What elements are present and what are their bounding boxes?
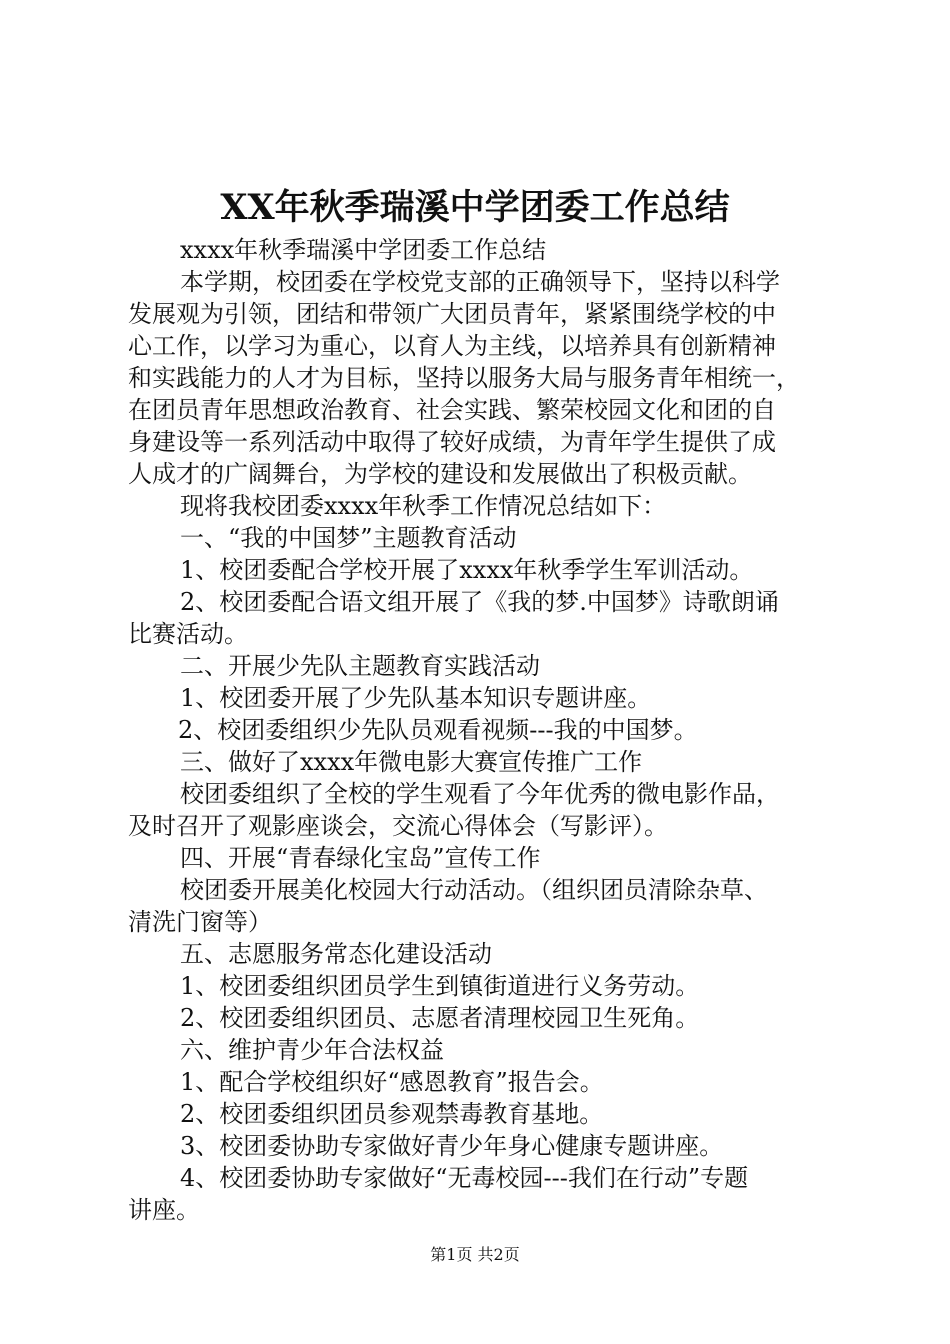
paragraph-line: 人成才的广阔舞台，为学校的建设和发展做出了积极贡献。 — [128, 460, 752, 488]
paragraph-line: 及时召开了观影座谈会，交流心得体会（写影评）。 — [128, 812, 668, 840]
section-heading: 三、做好了xxxx年微电影大赛宣传推广工作 — [180, 748, 643, 776]
paragraph-line: 本学期，校团委在学校党支部的正确领导下，坚持以科学 — [180, 268, 780, 296]
subtitle-line: xxxx年秋季瑞溪中学团委工作总结 — [180, 236, 547, 264]
paragraph-line: 校团委开展美化校园大行动活动。（组织团员清除杂草、 — [180, 876, 768, 904]
paragraph-line: 和实践能力的人才为目标，坚持以服务大局与服务青年相统一， — [128, 364, 800, 392]
list-item: 比赛活动。 — [128, 620, 248, 648]
list-item: 3、校团委协助专家做好青少年身心健康专题讲座。 — [180, 1132, 724, 1160]
list-item: 1、校团委开展了少先队基本知识专题讲座。 — [180, 684, 652, 712]
list-item: 1、校团委组织团员学生到镇街道进行义务劳动。 — [180, 972, 700, 1000]
paragraph-line: 发展观为引领，团结和带领广大团员青年，紧紧围绕学校的中 — [128, 300, 776, 328]
paragraph-line: 在团员青年思想政治教育、社会实践、繁荣校园文化和团的自 — [128, 396, 776, 424]
list-item: 2、校团委组织团员、志愿者清理校园卫生死角。 — [180, 1004, 700, 1032]
list-item: 讲座。 — [128, 1196, 200, 1224]
section-heading: 四、开展“青春绿化宝岛”宣传工作 — [180, 844, 541, 872]
page-indicator: 第1页 共2页 — [430, 1245, 520, 1264]
list-item: 2、校团委配合语文组开展了《我的梦.中国梦》诗歌朗诵 — [180, 588, 779, 616]
section-heading: 一、“我的中国梦”主题教育活动 — [180, 524, 517, 552]
paragraph-line: 校团委组织了全校的学生观看了今年优秀的微电影作品， — [180, 780, 780, 808]
document-body — [128, 234, 834, 1226]
list-item: 2、校团委组织团员参观禁毒教育基地。 — [180, 1100, 604, 1128]
list-item: 1、校团委配合学校开展了xxxx年秋季学生军训活动。 — [180, 556, 754, 584]
section-heading: 六、维护青少年合法权益 — [180, 1036, 444, 1064]
paragraph-line: 清洗门窗等） — [128, 908, 272, 936]
paragraph-line: 身建设等一系列活动中取得了较好成绩，为青年学生提供了成 — [128, 428, 776, 456]
section-heading: 五、志愿服务常态化建设活动 — [180, 940, 492, 968]
list-item: 4、校团委协助专家做好“无毒校园---我们在行动”专题 — [180, 1164, 749, 1192]
paragraph-line: 现将我校团委xxxx年秋季工作情况总结如下： — [180, 492, 667, 520]
document-title: XX年秋季瑞溪中学团委工作总结 — [220, 187, 730, 228]
paragraph-line: 心工作，以学习为重心，以育人为主线，以培养具有创新精神 — [128, 332, 776, 360]
section-heading: 二、开展少先队主题教育实践活动 — [180, 652, 540, 680]
list-item: 1、配合学校组织好“感恩教育”报告会。 — [180, 1068, 604, 1096]
list-item: 2、校团委组织少先队员观看视频---我的中国梦。 — [178, 716, 698, 744]
